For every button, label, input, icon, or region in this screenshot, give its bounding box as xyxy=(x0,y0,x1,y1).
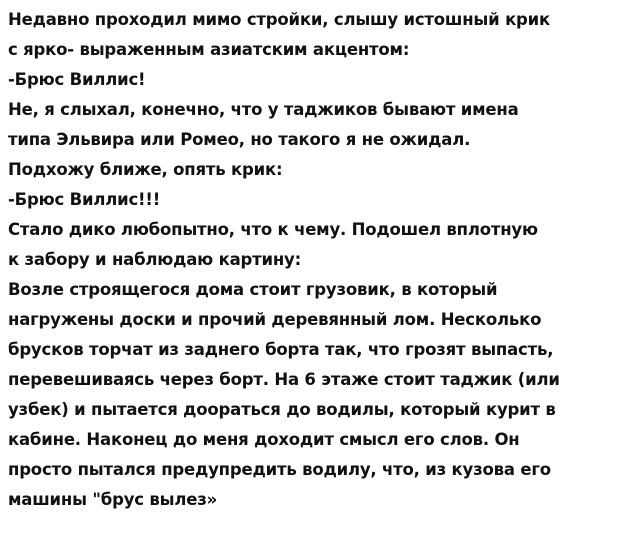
story-line: -Брюс Виллис!!! xyxy=(8,190,161,209)
story-line: к забору и наблюдаю картину: xyxy=(8,250,301,269)
story-line: с ярко- выраженным азиатским акцентом: xyxy=(8,40,410,59)
story-line: Возле строящегося дома стоит грузовик, в который xyxy=(8,280,498,299)
story-line: кабине. Наконец до меня доходит смысл его слов. Он xyxy=(8,430,520,449)
story-line: -Брюс Виллис! xyxy=(8,70,146,89)
story-line: узбек) и пытается доораться до водилы, который курит в xyxy=(8,400,556,419)
story-line: Не, я слыхал, конечно, что у таджиков бывают имена xyxy=(8,100,519,119)
story-line: просто пытался предупредить водилу, что, из кузова его xyxy=(8,460,551,479)
story-line: типа Эльвира или Ромео, но такого я не ожидал. xyxy=(8,130,471,149)
story-line: Недавно проходил мимо стройки, слышу истошный крик xyxy=(8,10,551,29)
story-line: Подхожу ближе, опять крик: xyxy=(8,160,283,179)
story-line: перевешиваясь через борт. На 6 этаже стоит таджик (или xyxy=(8,370,560,389)
story-line: нагружены доски и прочий деревянный лом. Несколько xyxy=(8,310,542,329)
story-text xyxy=(8,5,634,515)
story-line: Стало дико любопытно, что к чему. Подошел вплотную xyxy=(8,220,538,239)
story-line: брусков торчат из заднего борта так, что грозят выпасть, xyxy=(8,340,554,359)
story-line: машины "брус вылез» xyxy=(8,490,218,509)
